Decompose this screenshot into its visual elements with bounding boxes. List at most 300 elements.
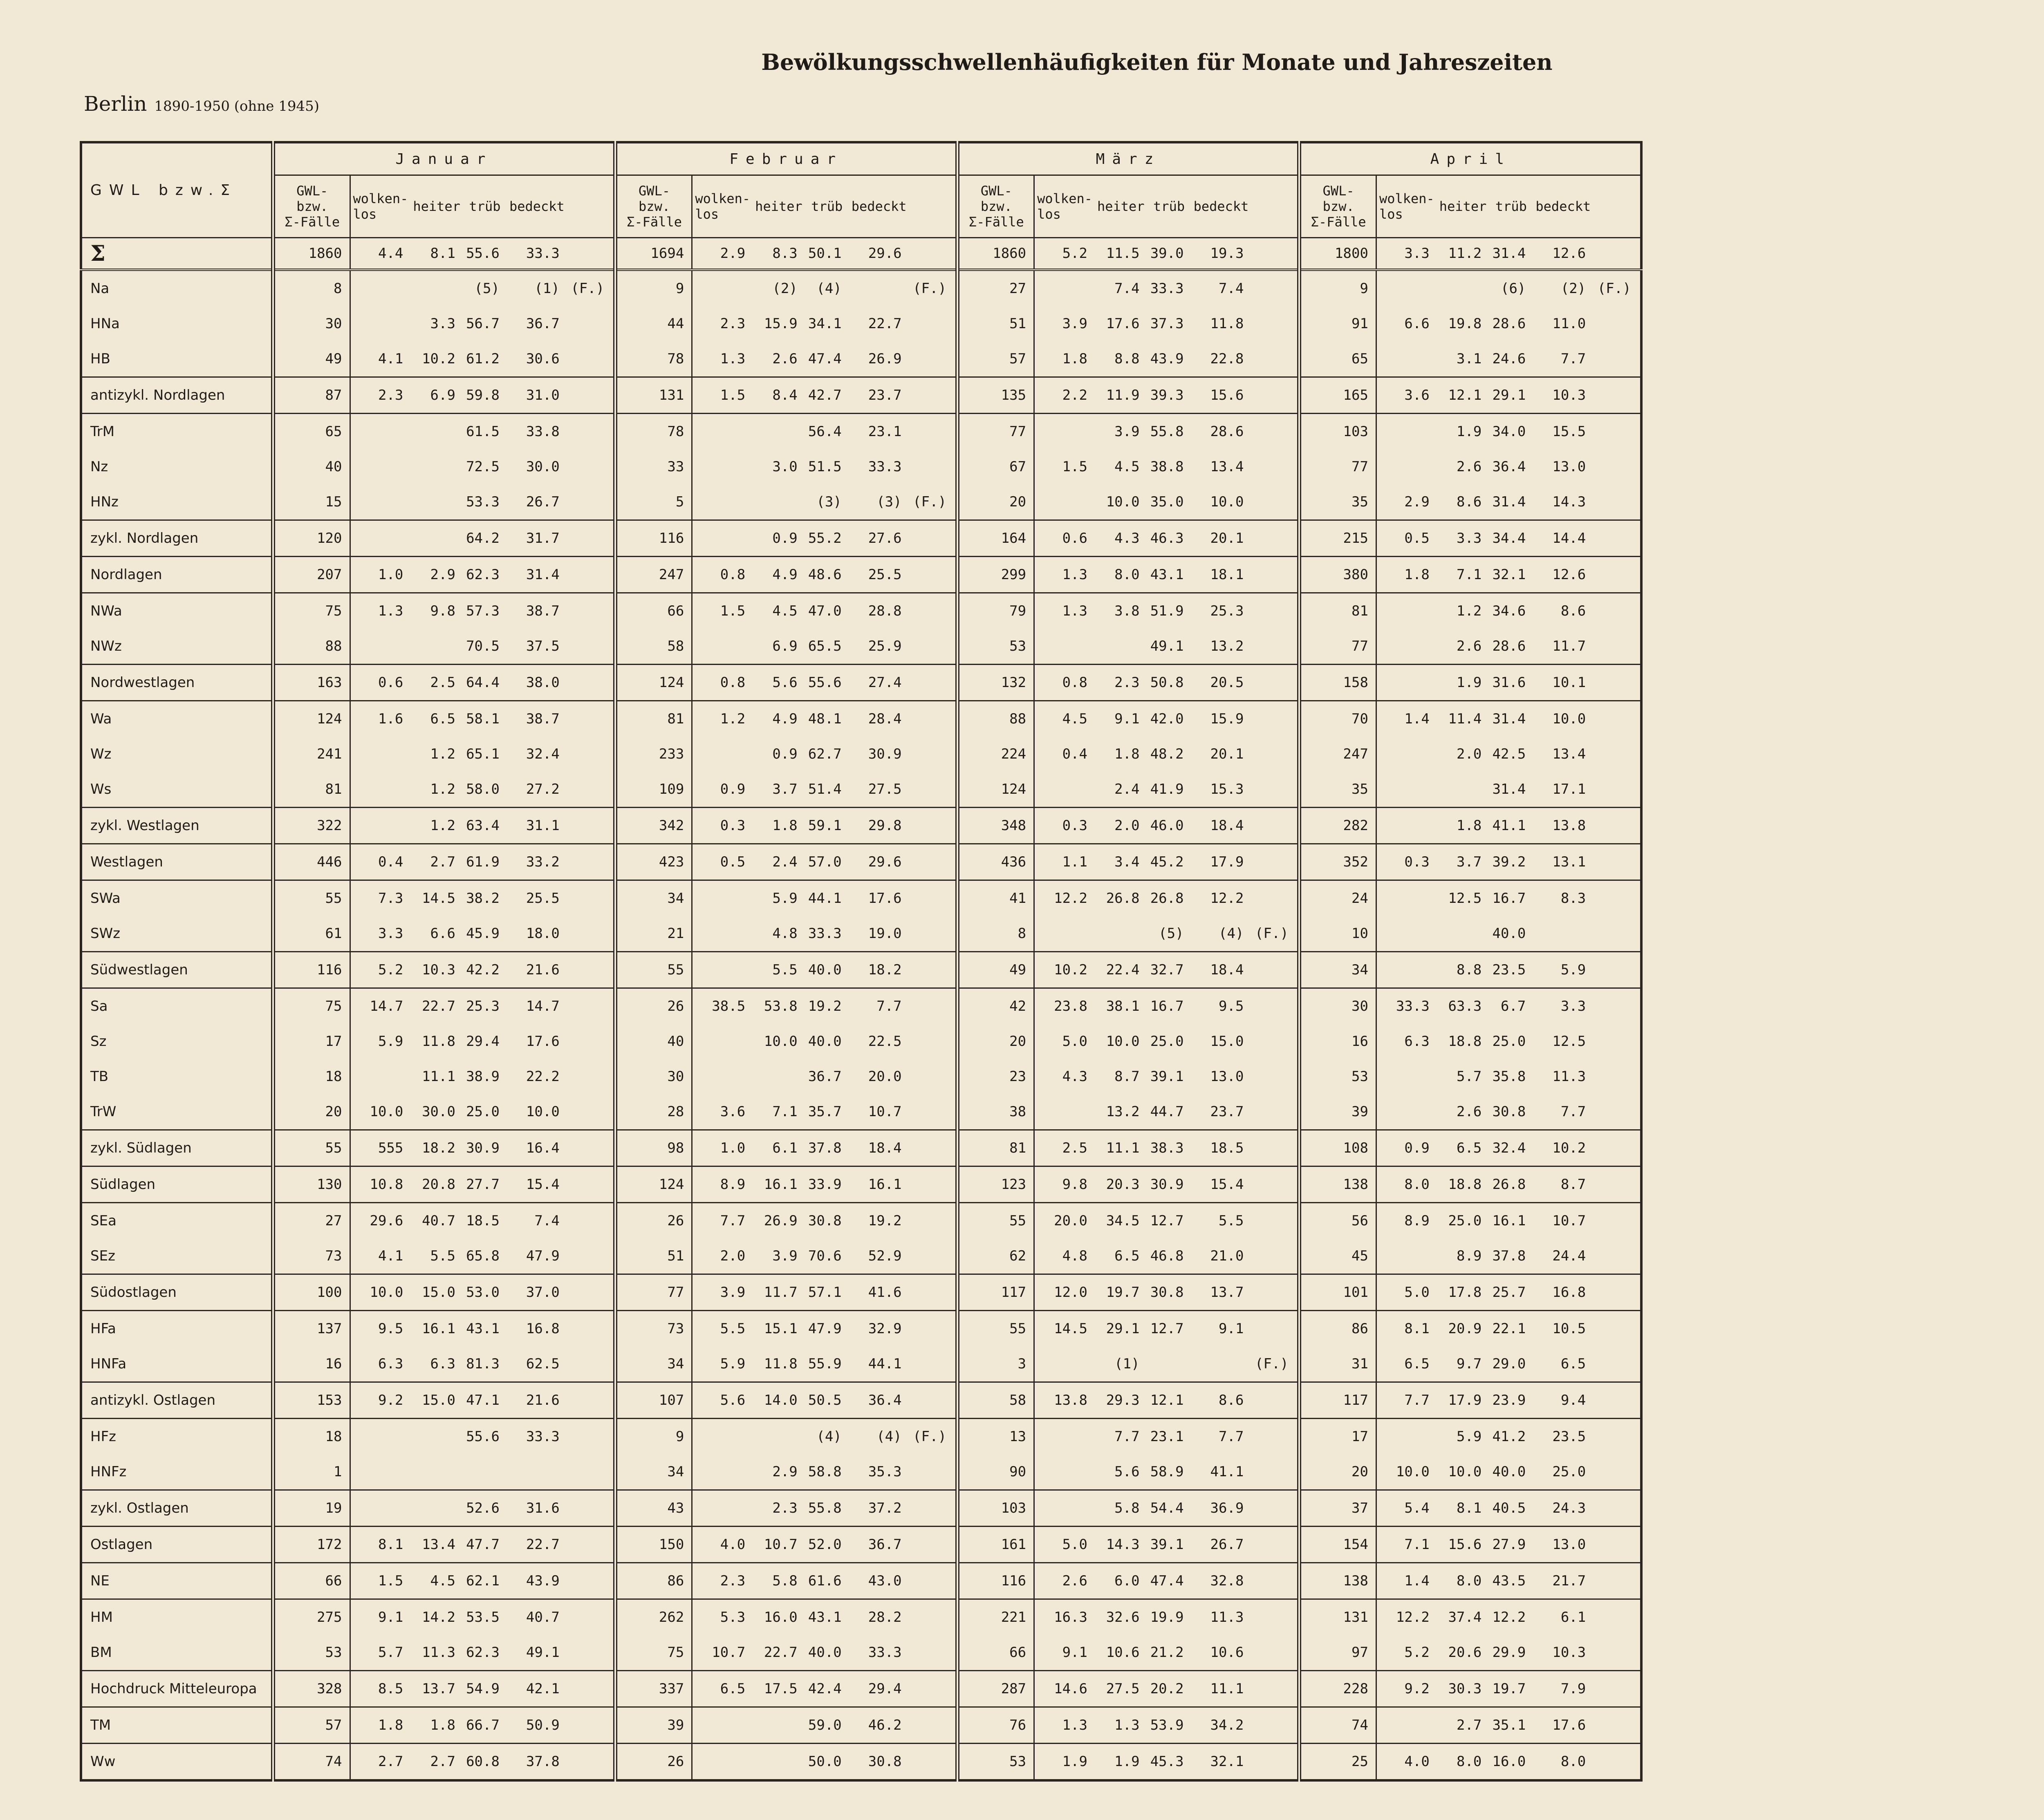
note-value xyxy=(1251,449,1299,484)
wolkenlos-value xyxy=(1376,737,1437,772)
bedeckt-value: 28.2 xyxy=(849,1599,909,1635)
trueb-value: 47.7 xyxy=(463,1527,507,1563)
table-row xyxy=(81,1130,1641,1166)
fair-header: heiter xyxy=(410,175,463,238)
case-count: 74 xyxy=(273,1744,350,1781)
heiter-value: 7.1 xyxy=(772,1104,798,1120)
bedeckt-value: 18.2 xyxy=(849,952,909,988)
wolkenlos-value: 5.6 xyxy=(692,1382,753,1419)
note-value xyxy=(909,449,957,484)
wolkenlos-value: 1.5 xyxy=(1034,449,1095,484)
row-label: NWa xyxy=(81,593,273,629)
case-count: 116 xyxy=(957,1563,1034,1599)
trueb-value: 40.0 xyxy=(808,1644,842,1661)
fair-header: heiter xyxy=(1437,175,1489,238)
bedeckt-value: 11.1 xyxy=(1191,1671,1251,1707)
wolkenlos-value: 6.3 xyxy=(1376,1024,1437,1059)
trueb-value: 38.3 xyxy=(1147,1130,1191,1166)
bedeckt-value: 11.0 xyxy=(1552,316,1586,332)
row-label: zykl. Ostlagen xyxy=(81,1490,273,1527)
trueb-value: 39.0 xyxy=(1147,238,1191,270)
heiter-value: 0.9 xyxy=(753,520,805,557)
case-count: 62 xyxy=(957,1238,1034,1274)
note-value xyxy=(567,1599,615,1635)
case-count: 39 xyxy=(615,1707,692,1744)
heiter-value: 32.6 xyxy=(1095,1599,1147,1635)
heiter-value: 30.3 xyxy=(1437,1671,1489,1707)
trueb-value: 65.8 xyxy=(466,1248,500,1264)
heiter-value: 22.7 xyxy=(410,988,463,1024)
bedeckt-value: 36.7 xyxy=(849,1527,909,1563)
trueb-value: 16.7 xyxy=(1489,880,1533,916)
bedeckt-value: 11.3 xyxy=(1552,1068,1586,1085)
wolkenlos-value xyxy=(1376,629,1437,665)
bedeckt-value: 10.0 xyxy=(526,1104,560,1120)
table-row xyxy=(81,1744,1641,1781)
bedeckt-value: 3.3 xyxy=(1533,988,1593,1024)
case-count: 25 xyxy=(1299,1744,1376,1781)
case-count: 38 xyxy=(957,1094,1034,1130)
wolkenlos-value: 10.0 xyxy=(350,1094,410,1130)
trueb-value: 40.0 xyxy=(1492,1464,1526,1480)
case-count: 1 xyxy=(273,1454,350,1490)
wolkenlos-value: 7.3 xyxy=(350,880,410,916)
note-value xyxy=(1251,1490,1299,1527)
dull-header: trüb xyxy=(1489,175,1533,238)
note-value xyxy=(909,1346,957,1382)
note-value xyxy=(909,341,957,377)
note-value xyxy=(567,952,615,988)
heiter-value: 18.2 xyxy=(410,1130,463,1166)
trueb-value: 48.2 xyxy=(1150,746,1184,762)
bedeckt-value: 41.6 xyxy=(849,1274,909,1311)
heiter-value: 15.9 xyxy=(764,316,798,332)
wolkenlos-value: 0.6 xyxy=(350,665,410,701)
bedeckt-value: 23.5 xyxy=(1533,1419,1593,1455)
trueb-value: 44.7 xyxy=(1150,1104,1184,1120)
trueb-value: 47.4 xyxy=(1147,1563,1191,1599)
heiter-value: 2.7 xyxy=(1437,1707,1489,1744)
wolkenlos-value: 38.5 xyxy=(692,988,753,1024)
case-count: 61 xyxy=(273,916,350,952)
case-count: 20 xyxy=(273,1094,350,1130)
month-maerz: März xyxy=(957,142,1300,175)
heiter-value: 5.5 xyxy=(753,952,805,988)
case-count: 42 xyxy=(957,988,1034,1024)
heiter-value: 1.3 xyxy=(1095,1707,1147,1744)
note-value xyxy=(909,737,957,772)
trueb-value: 43.1 xyxy=(1147,557,1191,593)
wolkenlos-value: 2.3 xyxy=(692,1563,753,1599)
heiter-value: 1.2 xyxy=(430,746,455,762)
wolkenlos-value: 5.2 xyxy=(1376,1635,1437,1671)
case-count: 55 xyxy=(615,952,692,988)
bedeckt-value: 25.3 xyxy=(1191,593,1251,629)
heiter-value: 11.8 xyxy=(764,1356,798,1372)
bedeckt-value: 10.3 xyxy=(1552,1644,1586,1661)
note-value xyxy=(567,844,615,880)
bedeckt-value: 47.9 xyxy=(526,1248,560,1264)
note-value xyxy=(567,1059,615,1094)
note-value xyxy=(1593,1346,1641,1382)
case-count: 262 xyxy=(615,1599,692,1635)
heiter-value: 10.6 xyxy=(1106,1644,1140,1661)
trueb-value: 52.6 xyxy=(463,1490,507,1527)
heiter-value: 6.9 xyxy=(772,638,798,654)
wolkenlos-value: 5.0 xyxy=(1034,1024,1095,1059)
wolkenlos-value xyxy=(1034,1490,1095,1527)
case-count: 66 xyxy=(273,1563,350,1599)
wolkenlos-value: 9.1 xyxy=(1034,1635,1095,1671)
trueb-value: 41.2 xyxy=(1489,1419,1533,1455)
table-row xyxy=(81,449,1641,484)
wolkenlos-value: 12.2 xyxy=(1034,880,1095,916)
wolkenlos-value xyxy=(1376,449,1437,484)
bedeckt-value: 17.9 xyxy=(1191,844,1251,880)
case-count: 49 xyxy=(273,341,350,377)
cloudless-header: wolken- los xyxy=(1034,175,1095,238)
case-count: 33 xyxy=(615,449,692,484)
case-count: 233 xyxy=(615,737,692,772)
trueb-value: 28.6 xyxy=(1492,316,1526,332)
heiter-value: 8.8 xyxy=(1114,351,1140,367)
heiter-value: 1.2 xyxy=(410,808,463,844)
wolkenlos-value: 10.2 xyxy=(1034,952,1095,988)
cases-header: GWL- bzw. Σ-Fälle xyxy=(957,175,1034,238)
bedeckt-value: 10.1 xyxy=(1533,665,1593,701)
heiter-value: 17.5 xyxy=(753,1671,805,1707)
row-label: SEa xyxy=(81,1203,273,1239)
wolkenlos-value xyxy=(692,1024,753,1059)
trueb-value: 40.5 xyxy=(1489,1490,1533,1527)
trueb-value: 45.9 xyxy=(466,925,500,942)
case-count: 352 xyxy=(1299,844,1376,880)
wolkenlos-value xyxy=(1376,1238,1437,1274)
trueb-value: 53.3 xyxy=(466,494,500,510)
trueb-value: 39.3 xyxy=(1147,377,1191,414)
trueb-value: 29.9 xyxy=(1492,1644,1526,1661)
heiter-value: 4.5 xyxy=(753,593,805,629)
heiter-value: 8.7 xyxy=(1114,1068,1140,1085)
bedeckt-value: 31.7 xyxy=(507,520,567,557)
table-row xyxy=(81,1419,1641,1455)
note-value xyxy=(1251,1094,1299,1130)
heiter-value: 1.2 xyxy=(1437,593,1489,629)
bedeckt-value: 15.9 xyxy=(1191,701,1251,737)
row-label: HNz xyxy=(90,494,119,510)
bedeckt-value: 20.5 xyxy=(1191,665,1251,701)
wolkenlos-value xyxy=(1034,772,1095,808)
heiter-value: 1.9 xyxy=(1095,1744,1147,1781)
trueb-value: 39.1 xyxy=(1147,1527,1191,1563)
trueb-value: 45.2 xyxy=(1147,844,1191,880)
bedeckt-value: (1) xyxy=(507,270,567,306)
case-count: 86 xyxy=(615,1563,692,1599)
note-value xyxy=(567,377,615,414)
case-count: 53 xyxy=(957,629,1034,665)
wolkenlos-value: 1.2 xyxy=(692,701,753,737)
trueb-value: 61.5 xyxy=(463,414,507,450)
bedeckt-value: 29.8 xyxy=(849,808,909,844)
bedeckt-value: 29.6 xyxy=(849,238,909,270)
table-row xyxy=(81,1527,1641,1563)
bedeckt-value: 30.8 xyxy=(849,1744,909,1781)
heiter-value: 10.0 xyxy=(764,1033,798,1050)
wolkenlos-value: 8.9 xyxy=(692,1166,753,1203)
heiter-value: 16.1 xyxy=(753,1166,805,1203)
note-value xyxy=(1251,737,1299,772)
case-count: 124 xyxy=(957,772,1034,808)
heiter-value: 15.6 xyxy=(1437,1527,1489,1563)
heiter-value: 2.6 xyxy=(772,351,798,367)
wolkenlos-value: 0.5 xyxy=(1376,520,1437,557)
note-value xyxy=(567,1238,615,1274)
trueb-value: 30.8 xyxy=(1147,1274,1191,1311)
case-count: 34 xyxy=(615,880,692,916)
heiter-value: 9.8 xyxy=(410,593,463,629)
dull-header: trüb xyxy=(805,175,849,238)
case-count: 124 xyxy=(273,701,350,737)
bedeckt-value: 27.4 xyxy=(849,665,909,701)
trueb-value: 43.9 xyxy=(1150,351,1184,367)
heiter-value: 8.0 xyxy=(1095,557,1147,593)
note-value xyxy=(909,701,957,737)
note-value xyxy=(1251,629,1299,665)
trueb-value: 48.6 xyxy=(805,557,849,593)
wolkenlos-value xyxy=(1376,270,1437,306)
note-value xyxy=(909,1671,957,1707)
row-label: Ostlagen xyxy=(81,1527,273,1563)
heiter-value xyxy=(410,414,463,450)
wolkenlos-value: 555 xyxy=(350,1130,410,1166)
wolkenlos-value xyxy=(692,1419,753,1455)
note-value xyxy=(567,1274,615,1311)
bedeckt-value: 22.5 xyxy=(868,1033,902,1050)
wolkenlos-value xyxy=(1034,1454,1095,1490)
bedeckt-value: 13.7 xyxy=(1191,1274,1251,1311)
note-value xyxy=(909,414,957,450)
table-row xyxy=(81,1346,1641,1382)
table-row xyxy=(81,484,1641,520)
wolkenlos-value: 6.5 xyxy=(1376,1346,1437,1382)
wolkenlos-value: 8.1 xyxy=(1376,1311,1437,1347)
trueb-value: 49.1 xyxy=(1150,638,1184,654)
trueb-value: 61.2 xyxy=(466,351,500,367)
wolkenlos-value: 4.0 xyxy=(1376,1744,1437,1781)
trueb-value: 22.1 xyxy=(1489,1311,1533,1347)
wolkenlos-value xyxy=(1034,1419,1095,1455)
trueb-value: 27.9 xyxy=(1489,1527,1533,1563)
row-label: HNFz xyxy=(90,1464,127,1480)
trueb-value: 19.2 xyxy=(805,988,849,1024)
note-value xyxy=(909,1527,957,1563)
wolkenlos-value: 12.2 xyxy=(1376,1599,1437,1635)
heiter-value: 12.1 xyxy=(1437,377,1489,414)
bedeckt-value: 10.7 xyxy=(868,1104,902,1120)
trueb-value: 51.4 xyxy=(808,781,842,797)
trueb-value: 46.0 xyxy=(1147,808,1191,844)
cloudless-header: wolken- los xyxy=(350,175,410,238)
case-count: 154 xyxy=(1299,1527,1376,1563)
wolkenlos-value xyxy=(1376,1094,1437,1130)
trueb-value: 40.0 xyxy=(1492,925,1526,942)
heiter-value: 3.7 xyxy=(1437,844,1489,880)
case-count: 49 xyxy=(957,952,1034,988)
case-count: 163 xyxy=(273,665,350,701)
bedeckt-value: 8.7 xyxy=(1533,1166,1593,1203)
table-row xyxy=(81,772,1641,808)
heiter-value: 8.9 xyxy=(1456,1248,1482,1264)
wolkenlos-value: 8.5 xyxy=(350,1671,410,1707)
bedeckt-value: 31.6 xyxy=(507,1490,567,1527)
heiter-value xyxy=(410,1419,463,1455)
heiter-value: (1) xyxy=(1114,1356,1140,1372)
case-count: 109 xyxy=(615,772,692,808)
note-value xyxy=(1251,880,1299,916)
note-value xyxy=(1593,665,1641,701)
trueb-value: 64.2 xyxy=(463,520,507,557)
case-count: 9 xyxy=(1299,270,1376,306)
case-count: 161 xyxy=(957,1527,1034,1563)
case-count: 74 xyxy=(1299,1707,1376,1744)
heiter-value: 10.3 xyxy=(410,952,463,988)
heiter-value: 3.7 xyxy=(772,781,798,797)
wolkenlos-value: 1.3 xyxy=(1034,1707,1095,1744)
row-label: TB xyxy=(90,1068,109,1085)
heiter-value: 10.0 xyxy=(1106,494,1140,510)
heiter-value: 2.0 xyxy=(1456,746,1482,762)
note-value xyxy=(909,306,957,341)
bedeckt-value: 31.4 xyxy=(507,557,567,593)
wolkenlos-value: 0.8 xyxy=(692,557,753,593)
trueb-value: 12.2 xyxy=(1489,1599,1533,1635)
wolkenlos-value: 9.1 xyxy=(350,1599,410,1635)
wolkenlos-value: 0.3 xyxy=(1034,808,1095,844)
case-count: 138 xyxy=(1299,1166,1376,1203)
bedeckt-value: 9.1 xyxy=(1191,1311,1251,1347)
note-value xyxy=(909,629,957,665)
wolkenlos-value: 0.5 xyxy=(692,844,753,880)
wolkenlos-value: 0.3 xyxy=(1376,844,1437,880)
note-value xyxy=(567,1635,615,1671)
bedeckt-value: 33.3 xyxy=(507,238,567,270)
wolkenlos-value: 4.5 xyxy=(1034,701,1095,737)
bedeckt-value xyxy=(1533,916,1593,952)
bedeckt-value: 31.1 xyxy=(507,808,567,844)
heiter-value: 2.6 xyxy=(1456,1104,1482,1120)
trueb-value: 53.9 xyxy=(1147,1707,1191,1744)
heiter-value: 2.3 xyxy=(1095,665,1147,701)
wolkenlos-value: 1.3 xyxy=(1034,557,1095,593)
case-count: 77 xyxy=(1299,629,1376,665)
table-row xyxy=(81,1671,1641,1707)
trueb-value: 32.7 xyxy=(1147,952,1191,988)
heiter-value: 5.8 xyxy=(1095,1490,1147,1527)
trueb-value: 39.2 xyxy=(1489,844,1533,880)
row-label: HNFa xyxy=(90,1356,127,1372)
case-count: 1800 xyxy=(1299,238,1376,270)
bedeckt-value: 13.2 xyxy=(1210,638,1244,654)
bedeckt-value: 43.9 xyxy=(507,1563,567,1599)
wolkenlos-value xyxy=(1376,341,1437,377)
case-count: 76 xyxy=(957,1707,1034,1744)
table-row xyxy=(81,701,1641,737)
note-value xyxy=(567,520,615,557)
heiter-value: 8.6 xyxy=(1456,494,1482,510)
note-value xyxy=(1251,306,1299,341)
wolkenlos-value: 9.2 xyxy=(1376,1671,1437,1707)
heiter-value: 3.3 xyxy=(430,316,455,332)
table-row xyxy=(81,737,1641,772)
wolkenlos-value xyxy=(350,629,410,665)
note-value xyxy=(567,701,615,737)
table-row xyxy=(81,808,1641,844)
row-label: BM xyxy=(90,1644,112,1661)
note-value xyxy=(567,629,615,665)
wolkenlos-value: 9.2 xyxy=(350,1382,410,1419)
case-count: 39 xyxy=(1299,1094,1376,1130)
wolkenlos-value: 5.7 xyxy=(350,1635,410,1671)
trueb-value: 58.0 xyxy=(466,781,500,797)
trueb-value: 66.7 xyxy=(463,1707,507,1744)
overcast-header: bedeckt xyxy=(849,175,909,238)
note-value xyxy=(567,557,615,593)
case-count: 56 xyxy=(1299,1203,1376,1239)
row-label: HB xyxy=(90,351,110,367)
bedeckt-value: 22.2 xyxy=(526,1068,560,1085)
dull-header: trüb xyxy=(463,175,507,238)
bedeckt-value: 33.2 xyxy=(507,844,567,880)
case-count: 337 xyxy=(615,1671,692,1707)
wolkenlos-value: 3.6 xyxy=(1376,377,1437,414)
trueb-value: 43.1 xyxy=(805,1599,849,1635)
heiter-value: 3.3 xyxy=(1437,520,1489,557)
case-count: 17 xyxy=(1299,1419,1376,1455)
wolkenlos-value xyxy=(692,1707,753,1744)
heiter-value: 5.6 xyxy=(753,665,805,701)
bedeckt-value: 33.3 xyxy=(868,459,902,475)
case-count: 21 xyxy=(615,916,692,952)
case-count: 55 xyxy=(957,1311,1034,1347)
note-value xyxy=(909,665,957,701)
trueb-value: 50.8 xyxy=(1147,665,1191,701)
wolkenlos-value: 1.0 xyxy=(350,557,410,593)
case-count: 79 xyxy=(957,593,1034,629)
row-label: Wa xyxy=(81,701,273,737)
bedeckt-value: 37.5 xyxy=(526,638,560,654)
trueb-value: 34.0 xyxy=(1489,414,1533,450)
sub-header-spacer xyxy=(567,175,615,238)
wolkenlos-value xyxy=(1376,665,1437,701)
bedeckt-value: 22.7 xyxy=(507,1527,567,1563)
case-count: 55 xyxy=(273,1130,350,1166)
bedeckt-value: 31.0 xyxy=(507,377,567,414)
heiter-value: 6.5 xyxy=(1437,1130,1489,1166)
row-label: antizykl. Nordlagen xyxy=(81,377,273,414)
bedeckt-value: 35.3 xyxy=(868,1464,902,1480)
trueb-value: (3) xyxy=(816,494,842,510)
trueb-value: (6) xyxy=(1489,270,1533,306)
bedeckt-value: 32.1 xyxy=(1191,1744,1251,1781)
trueb-value: 16.0 xyxy=(1489,1744,1533,1781)
bedeckt-value: 9.4 xyxy=(1533,1382,1593,1419)
trueb-value: 47.9 xyxy=(805,1311,849,1347)
wolkenlos-value xyxy=(350,520,410,557)
trueb-value: 57.1 xyxy=(805,1274,849,1311)
row-label: Wz xyxy=(90,746,112,762)
case-count: 28 xyxy=(615,1094,692,1130)
wolkenlos-value: 1.9 xyxy=(1034,1744,1095,1781)
